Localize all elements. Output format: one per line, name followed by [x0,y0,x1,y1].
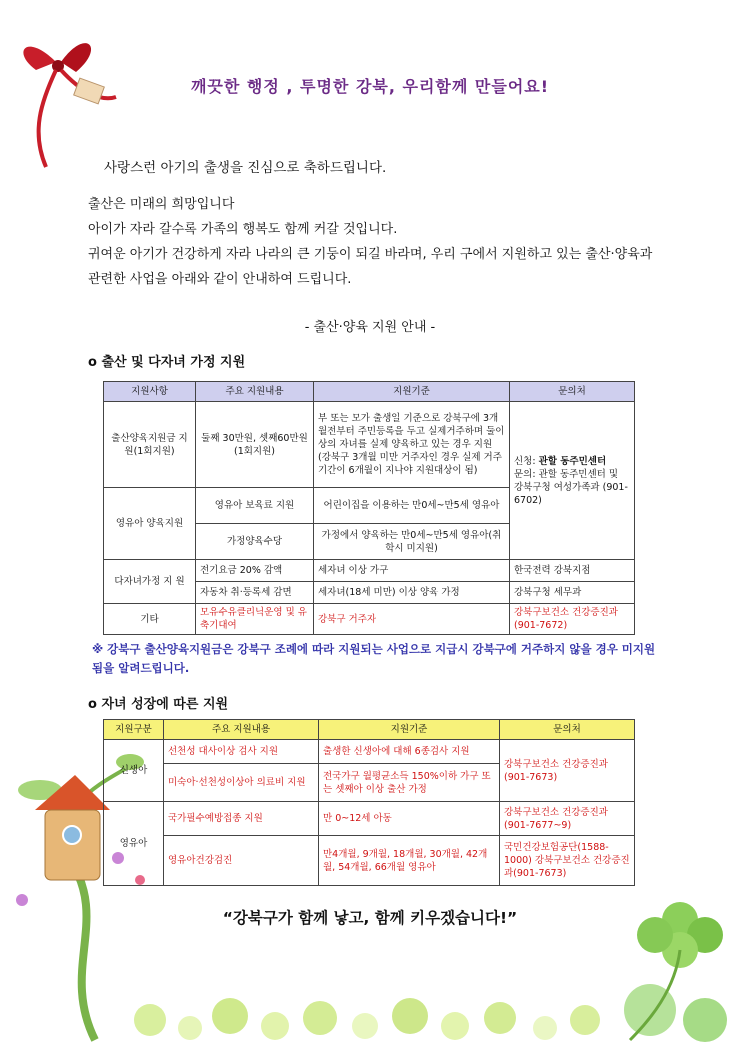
intro-line: 아이가 자라 갈수록 가족의 행복도 함께 커갈 것입니다. [88,222,398,237]
table-cell: 가정양육수당 [196,524,314,560]
contact-rest: 문의: 관할 동주민센터 및 강북구청 여성가족과 (901-6702) [514,468,628,506]
table-cell: 영유아 양육지원 [104,488,196,560]
section-heading-birth-support: o 출산 및 다자녀 가정 지원 [88,355,246,370]
table-header: 문의처 [510,382,635,402]
table-cell: 세자녀(18세 미만) 이상 양육 가정 [314,582,510,604]
table-cell: 강북구보건소 건강증진과(901-7672) [510,604,635,635]
table-cell: 만 0~12세 아동 [319,802,500,836]
table-cell: 부 또는 모가 출생일 기준으로 강북구에 3개월전부터 주민등록을 두고 실제거주하며 둘이상의 자녀를 실제 양육하고 있는 경우 지원 (강북구 3개월 미만 거주자인 경우 실제 거주기간이 6개월이 지나야 지원대상이 됨) [314,402,510,488]
notice-title: - 출산·양육 지원 안내 - [304,320,436,335]
warning-note: ※ 강북구 출산양육지원금은 강북구 조례에 따라 지원되는 사업으로 지급시 강북구에 거주하지 않을 경우 미지원 됨을 알려드립니다. [92,642,656,675]
closing-slogan: “강북구가 함께 낳고, 함께 키우겠습니다!” [222,909,518,927]
table-row [104,402,635,488]
table-row [104,836,635,886]
table-row [104,802,635,836]
table-cell: 전국가구 월평균소득 150%이하 가구 또는 셋째아 이상 출산 가정 [319,764,500,802]
table-cell-contact [510,402,635,560]
table-cell: 강북구보건소 건강증진과 (901-7677~9) [500,802,635,836]
table-cell: 출생한 신생아에 대해 6종검사 지원 [319,740,500,764]
table-header: 지원사항 [104,382,196,402]
table-cell: 자동차 취·등록세 감면 [196,582,314,604]
table-cell: 다자녀가정 지 원 [104,560,196,604]
table-cell: 세자녀 이상 가구 [314,560,510,582]
table-cell: 모유수유클리닉운영 및 유축기대여 [196,604,314,635]
table-header: 문의처 [500,720,635,740]
table-cell: 가정에서 양육하는 만0세~만5세 영유아(취학시 미지원) [314,524,510,560]
table-cell: 강북구청 세무과 [510,582,635,604]
table-header: 지원기준 [319,720,500,740]
table-row [104,740,635,764]
table-header: 지원기준 [314,382,510,402]
table-cell: 신생아 [104,740,164,802]
table-cell: 강북구보건소 건강증진과(901-7673) [500,740,635,802]
table-header-row [104,720,635,740]
table-row [104,560,635,582]
table-cell: 영유아 [104,802,164,886]
contact-bold: 관할 동주민센터 [538,455,607,467]
table-header: 주요 지원내용 [196,382,314,402]
slogan-title: 깨끗한 행정 , 투명한 강북, 우리함께 만들어요! [190,77,550,96]
table-header: 주요 지원내용 [164,720,319,740]
birth-support-table [103,381,635,635]
section-heading-growth-support: o 자녀 성장에 따른 지원 [88,697,229,712]
table-cell: 국가필수예방접종 지원 [164,802,319,836]
table-cell: 영유아 보육료 지원 [196,488,314,524]
table-cell: 미숙아·선천성이상아 의료비 지원 [164,764,319,802]
intro-line: 귀여운 아기가 건강하게 자라 나라의 큰 기둥이 되길 바라며, 우리 구에서 지원하고 있는 출산·양육과 관련한 사업을 아래와 같이 안내하여 드립니다. [88,247,653,287]
table-cell: 만4개월, 9개월, 18개월, 30개월, 42개월, 54개월, 66개월 영유아 [319,836,500,886]
table-cell: 강북구 거주자 [314,604,510,635]
contact-label: 신청: [514,455,539,467]
table-cell: 어린이집을 이용하는 만0세~만5세 영유아 [314,488,510,524]
intro-line: 출산은 미래의 희망입니다 [88,197,235,212]
table-cell: 전기요금 20% 감액 [196,560,314,582]
growth-support-table [103,719,635,886]
table-cell: 한국전력 강북지점 [510,560,635,582]
table-cell: 영유아건강검진 [164,836,319,886]
bubble-border-decoration [0,990,740,1046]
greeting-text: 사랑스런 아기의 출생을 진심으로 축하드립니다. [104,160,387,176]
table-cell: 국민건강보험공단(1588-1000) 강북구보건소 건강증진과(901-7673) [500,836,635,886]
table-cell: 출산양육지원금 지 원(1회지원) [104,402,196,488]
table-row [104,604,635,635]
intro-paragraph [88,192,658,292]
ribbon-bow-decoration [6,22,126,172]
table-header-row [104,382,635,402]
table-header: 지원구분 [104,720,164,740]
table-cell: 둘째 30만원, 셋째60만원(1회지원) [196,402,314,488]
table-cell: 기타 [104,604,196,635]
table-cell: 선천성 대사이상 검사 지원 [164,740,319,764]
